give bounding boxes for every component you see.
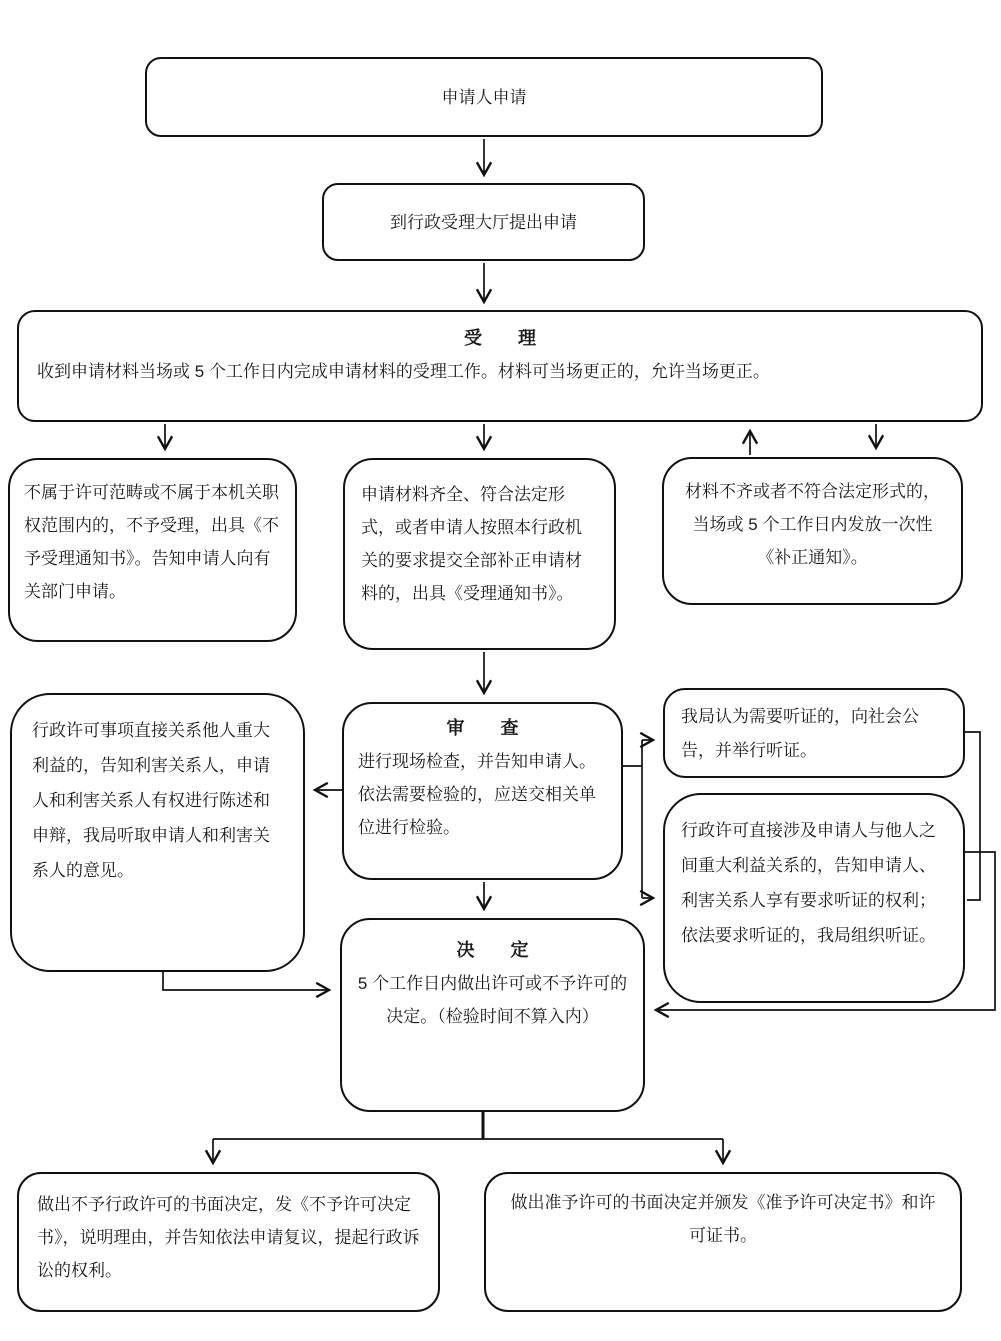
deny-decision-text: 做出不予行政许可的书面决定，发《不予许可决定书》，说明理由，并告知依法申请复议，提起行政诉讼的权利。 [37, 1195, 420, 1280]
hearing-rights-text: 行政许可直接涉及申请人与他人之间重大利益关系的，告知申请人、利害关系人享有要求听证的权利；依法要求听证的，我局组织听证。 [681, 821, 936, 945]
node-review [342, 702, 623, 880]
node-acceptance [17, 310, 983, 422]
node-materials-incomplete [662, 457, 963, 605]
node-hearing-rights [663, 793, 965, 1003]
node-decision [340, 918, 645, 1112]
not-accepted-text: 不属于许可范畴或不属于本机关职权范围内的，不予受理，出具《不予受理通知书》。告知申请人向有关部门申请。 [24, 483, 279, 601]
review-title: 审 查 [446, 718, 519, 738]
materials-incomplete-text: 材料不齐或者不符合法定形式的，当场或 5 个工作日内发放一次性《补正通知》。 [685, 482, 940, 567]
node-hearing-announce [663, 688, 965, 778]
materials-complete-text: 申请材料齐全、符合法定形式，或者申请人按照本行政机关的要求提交全部补正申请材料的，出具《受理通知书》。 [361, 485, 582, 603]
node-applicant-apply [145, 57, 823, 137]
node-materials-complete [343, 458, 616, 650]
node-stakeholder-notice [10, 693, 305, 972]
stakeholder-notice-text: 行政许可事项直接关系他人重大利益的，告知利害关系人，申请人和利害关系人有权进行陈述和申辩，我局听取申请人和利害关系人的意见。 [32, 721, 270, 880]
acceptance-body: 收到申请材料当场或 5 个工作日内完成申请材料的受理工作。材料可当场更正的，允许当场更正。 [37, 362, 770, 381]
applicant-apply-label: 申请人申请 [441, 87, 527, 107]
acceptance-title: 受 理 [464, 328, 536, 348]
decision-title: 决 定 [456, 940, 529, 960]
hearing-announce-text: 我局认为需要听证的，向社会公告，并举行听证。 [681, 707, 919, 760]
review-body: 进行现场检查，并告知申请人。依法需要检验的，应送交相关单位进行检验。 [358, 752, 596, 837]
hall-submit-label: 到行政受理大厅提出申请 [390, 212, 577, 232]
decision-body: 5 个工作日内做出许可或不予许可的决定。（检验时间不算入内） [357, 974, 628, 1026]
grant-decision-text: 做出准予许可的书面决定并颁发《准予许可决定书》和许可证书。 [510, 1193, 936, 1245]
line-hearing-public-to-rights [965, 732, 980, 900]
node-deny-decision [17, 1172, 440, 1312]
node-not-accepted [8, 458, 297, 642]
node-hall-submit [322, 183, 645, 261]
arrow-stakeholder-to-decision [163, 972, 329, 990]
node-grant-decision [484, 1172, 962, 1312]
